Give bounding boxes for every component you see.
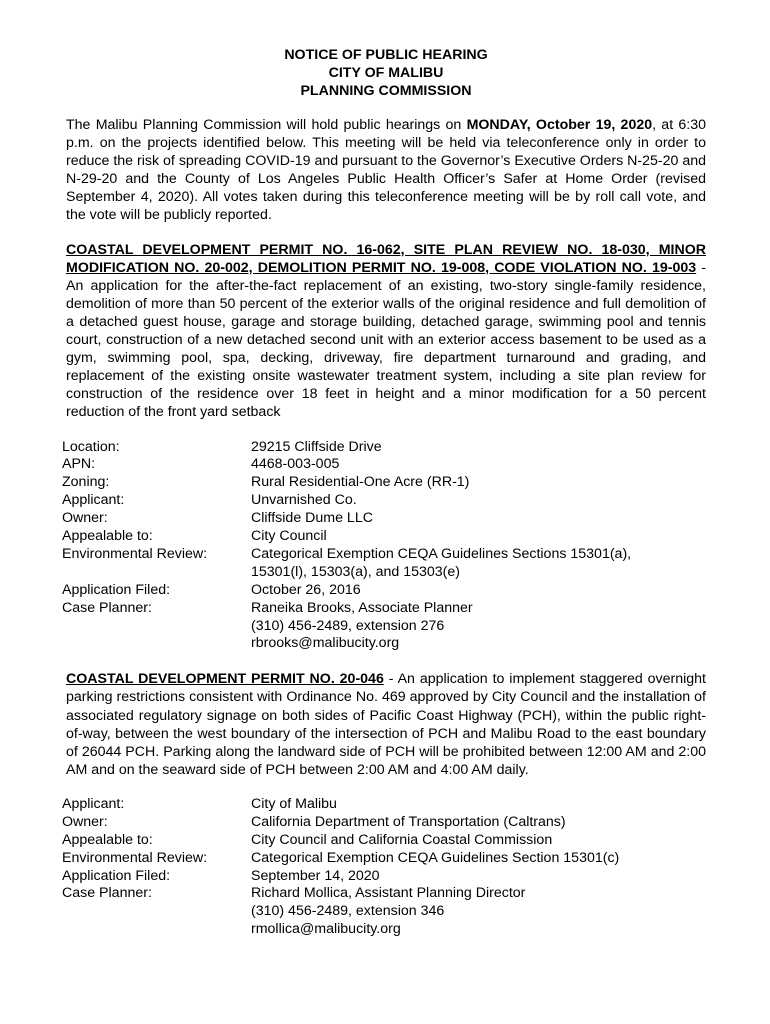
applicant-value: Unvarnished Co. bbox=[251, 492, 357, 509]
intro-text-before: The Malibu Planning Commission will hold public hearings on bbox=[66, 117, 467, 133]
hearing-item-1-details bbox=[62, 439, 706, 654]
case-planner-label: Case Planner: bbox=[62, 599, 152, 616]
case-planner-label: Case Planner: bbox=[62, 885, 152, 902]
appealable-label: Appealable to: bbox=[62, 528, 153, 545]
applicant-label: Applicant: bbox=[62, 492, 125, 509]
application-filed-label: Application Filed: bbox=[62, 581, 171, 598]
location-value: 29215 Cliffside Drive bbox=[251, 438, 382, 455]
application-filed-label: Application Filed: bbox=[62, 867, 171, 884]
application-filed-value: September 14, 2020 bbox=[251, 867, 380, 884]
environmental-review-value: Categorical Exemption CEQA Guidelines Section 15301(c) bbox=[251, 849, 620, 866]
notice-title: NOTICE OF PUBLIC HEARING bbox=[284, 47, 488, 63]
hearing-item-2-details bbox=[62, 796, 706, 939]
appealable-value: City Council bbox=[251, 528, 327, 545]
zoning-value: Rural Residential-One Acre (RR-1) bbox=[251, 474, 470, 491]
applicant-label: Applicant: bbox=[62, 795, 125, 812]
environmental-review-value-line2: 15301(l), 15303(a), and 15303(e) bbox=[251, 563, 461, 580]
hearing-item-2-title: COASTAL DEVELOPMENT PERMIT NO. 20-046 bbox=[66, 671, 384, 688]
appealable-label: Appealable to: bbox=[62, 831, 153, 848]
case-planner-email: rmollica@malibucity.org bbox=[251, 921, 401, 938]
owner-label: Owner: bbox=[62, 813, 108, 830]
hearing-date: MONDAY, October 19, 2020 bbox=[466, 117, 653, 133]
notice-commission: PLANNING COMMISSION bbox=[300, 83, 472, 99]
owner-value: Cliffside Dume LLC bbox=[251, 510, 373, 527]
zoning-label: Zoning: bbox=[62, 474, 110, 491]
hearing-item-2-text: - An application to implement staggered overnight parking restrictions consistent with Ordinance No. 469 approved by City Council and the installation of associated regulatory signage on both sides of Pacific Coast Highway (PCH), within the public right-of-way, between the west boundary of the intersection of PCH and Malibu Road to the east boundary of 26044 PCH. Parking along the landward side of PCH will be prohibited between 12:00 AM and 2:00 AM and on the seaward side of PCH between 2:00 AM and 4:00 AM daily. bbox=[66, 671, 706, 778]
hearing-item-1-text: - An application for the after-the-fact replacement of an existing, two-story single-family residence, demolition of more than 50 percent of the exterior walls of the original residence and full demolition of a detached guest house, garage and storage building, detached garage, swimming pool and tennis court, construction of a new detached second unit with an exterior access basement to be used as a gym, swimming pool, spa, decking, driveway, fire department turnaround and grading, and replacement of the existing onsite wastewater treatment system, including a site plan review for construction of the residence over 18 feet in height and a minor modification for a 50 percent reduction of the front yard setback bbox=[66, 259, 707, 421]
environmental-review-label: Environmental Review: bbox=[62, 849, 208, 866]
owner-value: California Department of Transportation (Caltrans) bbox=[251, 813, 566, 830]
environmental-review-value-line1: Categorical Exemption CEQA Guidelines Sections 15301(a), bbox=[251, 545, 632, 562]
case-planner-name: Richard Mollica, Assistant Planning Director bbox=[251, 885, 526, 902]
hearing-item-1-description bbox=[66, 241, 706, 422]
location-label: Location: bbox=[62, 438, 120, 455]
applicant-value: City of Malibu bbox=[251, 795, 337, 812]
intro-paragraph bbox=[66, 116, 706, 225]
intro-text-after: , at 6:30 p.m. on the projects identified below. This meeting will be held via teleconference only in order to reduce the risk of spreading COVID-19 and pursuant to the Governor’s Executive Orders N-25-20 and N-29-20 and the County of Los Angeles Public Health Officer’s Safer at Home Order (revised September 4, 2020). All votes taken during this teleconference meeting will be by roll call vote, and the vote will be publicly reported. bbox=[66, 117, 706, 224]
apn-value: 4468-003-005 bbox=[251, 456, 340, 473]
notice-city: CITY OF MALIBU bbox=[328, 65, 444, 81]
case-planner-phone: (310) 456-2489, extension 276 bbox=[251, 617, 445, 634]
apn-label: APN: bbox=[62, 456, 96, 473]
case-planner-phone: (310) 456-2489, extension 346 bbox=[251, 903, 445, 920]
notice-heading bbox=[66, 46, 706, 100]
application-filed-value: October 26, 2016 bbox=[251, 581, 361, 598]
case-planner-email: rbrooks@malibucity.org bbox=[251, 635, 400, 652]
hearing-item-1-title: COASTAL DEVELOPMENT PERMIT NO. 16-062, SITE PLAN REVIEW NO. 18-030, MINOR MODIFICATION NO. 20-002, DEMOLITION PERMIT NO. 19-008, CODE VIOLATION NO. 19-003 bbox=[66, 241, 706, 276]
appealable-value: City Council and California Coastal Commission bbox=[251, 831, 553, 848]
case-planner-name: Raneika Brooks, Associate Planner bbox=[251, 599, 473, 616]
environmental-review-label: Environmental Review: bbox=[62, 545, 208, 562]
hearing-item-2-description bbox=[66, 670, 706, 779]
owner-label: Owner: bbox=[62, 510, 108, 527]
